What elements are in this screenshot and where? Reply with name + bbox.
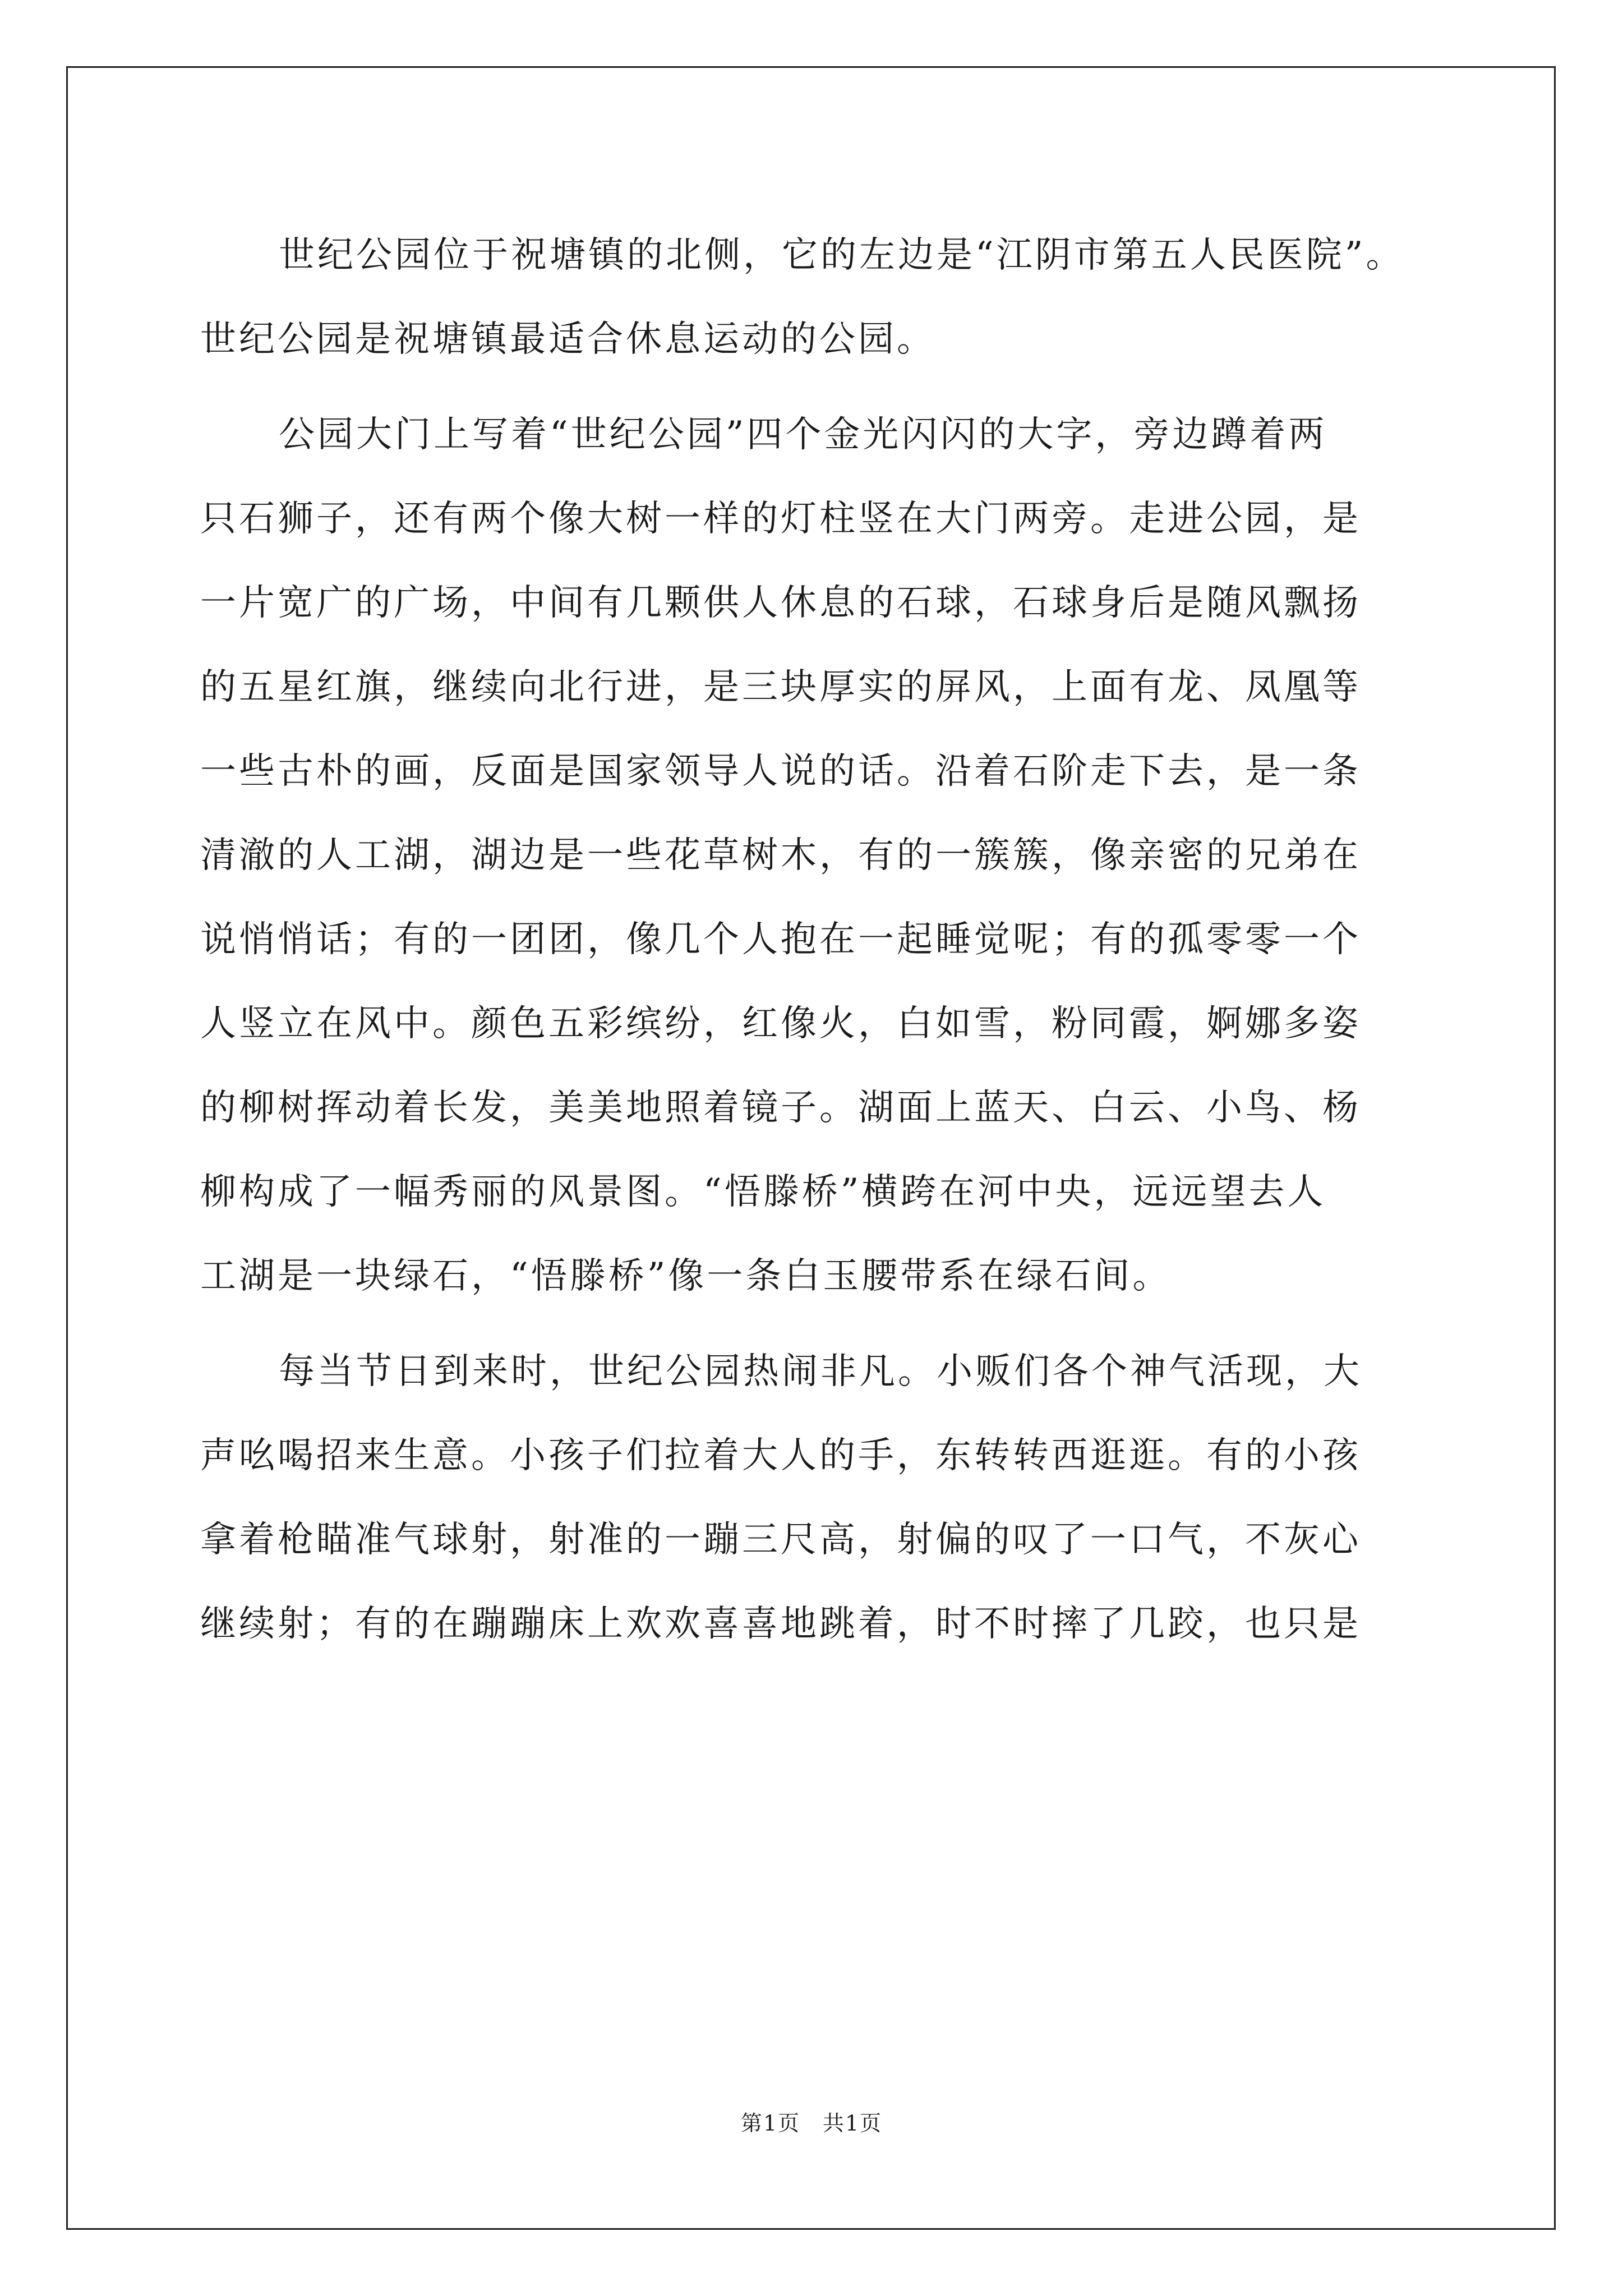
paragraph-2-line-4: 的五星红旗，继续向北行进，是三块厚实的屏风，上面有龙、凤凰等 [200, 666, 1361, 708]
paragraph-2-line-6: 清澈的人工湖，湖边是一些花草树木，有的一簇簇，像亲密的兄弟在 [200, 835, 1361, 876]
paragraph-2-line-3: 一片宽广的广场，中间有几颗供人休息的石球，石球身后是随风飘扬 [200, 582, 1361, 624]
paragraph-3-line-1: 每当节日到来时，世纪公园热闹非凡。小贩们各个神气活现，大 [279, 1351, 1362, 1392]
document-body [200, 213, 1434, 1666]
paragraph-1-line-2: 世纪公园是祝塘镇最适合休息运动的公园。 [200, 319, 935, 360]
paragraph-1-line-1: 世纪公园位于祝塘镇的北侧，它的左边是“江阴市第五人民医院”。 [279, 234, 1405, 276]
paragraph-2-line-2: 只石狮子，还有两个像大树一样的灯柱竖在大门两旁。走进公园，是 [200, 498, 1361, 540]
paragraph-2-line-10: 柳构成了一幅秀丽的风景图。“悟滕桥”横跨在河中央，远远望去人 [200, 1171, 1326, 1213]
paragraph-2-line-1: 公园大门上写着“世纪公园”四个金光闪闪的大字，旁边蹲着两 [279, 414, 1327, 455]
paragraph-2-line-9: 的柳树挥动着长发，美美地照着镜子。湖面上蓝天、白云、小鸟、杨 [200, 1087, 1361, 1129]
paragraph-3-line-4: 继续射；有的在蹦蹦床上欢欢喜喜地跳着，时不时摔了几跤，也只是 [200, 1603, 1361, 1645]
paragraph-3-line-3: 拿着枪瞄准气球射，射准的一蹦三尺高，射偏的叹了一口气，不灰心 [200, 1519, 1361, 1561]
paragraph-2-line-7: 说悄悄话；有的一团团，像几个人抱在一起睡觉呢；有的孤零零一个 [200, 919, 1361, 960]
paragraph-2-line-11: 工湖是一块绿石，“悟滕桥”像一条白玉腰带系在绿石间。 [200, 1255, 1172, 1297]
paragraph-3-line-2: 声吆喝招来生意。小孩子们拉着大人的手，东转转西逛逛。有的小孩 [200, 1435, 1361, 1476]
paragraph-2-line-8: 人竖立在风中。颜色五彩缤纷，红像火，白如雪，粉同霞，婀娜多姿 [200, 1003, 1361, 1045]
paragraph-2-line-5: 一些古朴的画，反面是国家领导人说的话。沿着石阶走下去，是一条 [200, 751, 1361, 792]
page-number-footer: 第1页 共1页 [740, 2111, 883, 2136]
